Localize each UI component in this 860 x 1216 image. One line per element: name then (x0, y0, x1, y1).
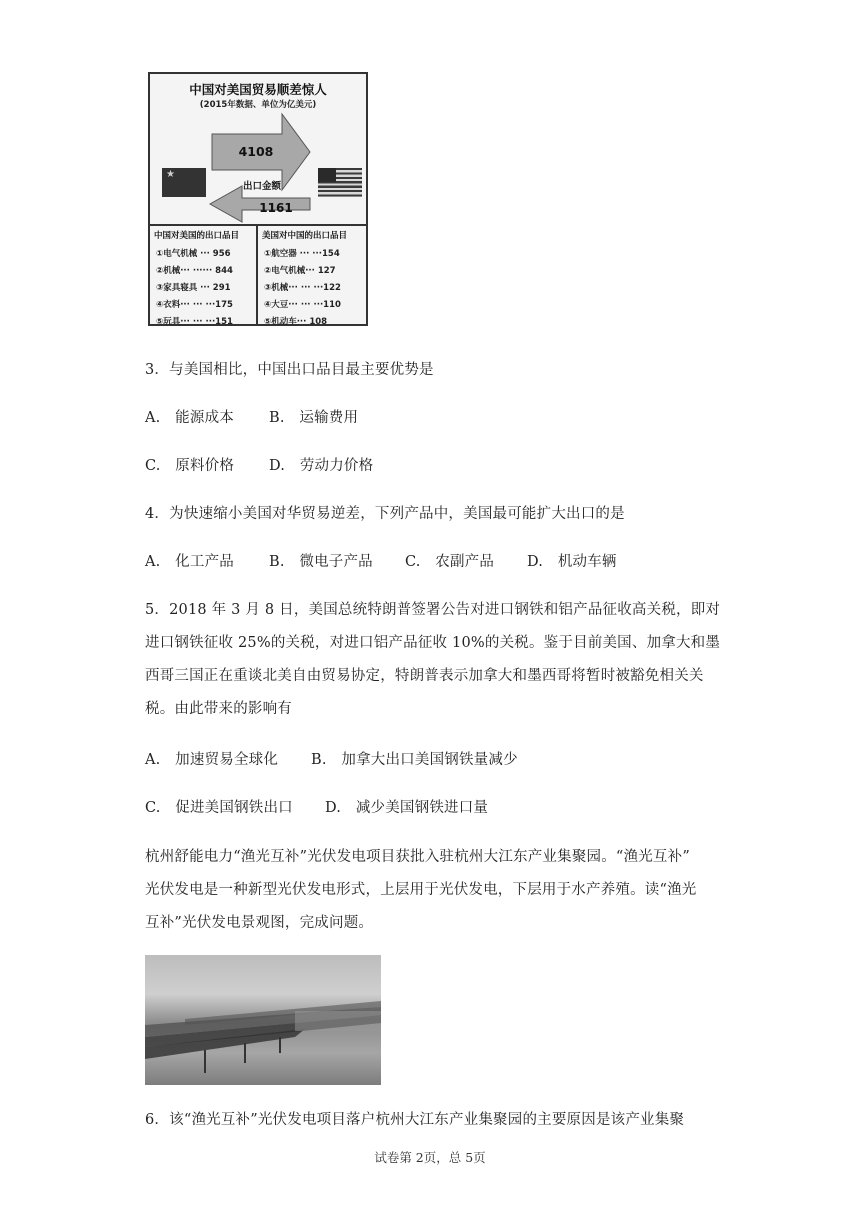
cn-export-column (150, 226, 258, 326)
q5-option-c[interactable]: C. 促进美国钢铁出口 (145, 800, 293, 816)
export-value-cn: 4108 (238, 144, 274, 159)
solar-fishery-photo (145, 955, 381, 1085)
table-row: ③家具寝具 ··· 291 (156, 282, 231, 293)
passage-line: 光伏发电是一种新型光伏发电形式，上层用于光伏发电，下层用于水产养殖。读“渔光 (145, 882, 697, 898)
q4-stem: 4．为快速缩小美国对华贸易逆差，下列产品中，美国最可能扩大出口的是 (145, 506, 625, 522)
solar-panels-illustration (145, 955, 381, 1085)
q3-option-c[interactable]: C. 原料价格 (145, 458, 235, 474)
table-row: ④大豆··· ··· ···110 (264, 299, 341, 310)
q5-stem-line: 5．2018 年 3 月 8 日，美国总统特朗普签署公告对进口钢铁和铝产品征收高关税，即对 (145, 602, 721, 618)
table-row: ④衣料··· ··· ···175 (156, 299, 233, 310)
q5-stem-line: 西哥三国正在重谈北美自由贸易协定，特朗普表示加拿大和墨西哥将暂时被豁免相关关 (145, 668, 704, 684)
q4-option-b[interactable]: B. 微电子产品 (269, 554, 373, 570)
cn-export-header: 中国对美国的出口品目 (154, 231, 240, 241)
q5-stem-line: 进口钢铁征收 25%的关税，对进口铝产品征收 10%的关税。鉴于目前美国、加拿大和墨 (145, 635, 721, 651)
page-footer: 试卷第 2页，总 5页 (374, 1150, 486, 1165)
table-row: ③机械··· ··· ···122 (264, 282, 341, 293)
q4-option-c[interactable]: C. 农副产品 (405, 554, 495, 570)
q4-option-d[interactable]: D. 机动车辆 (527, 554, 617, 570)
q5-options-row1 (145, 748, 518, 769)
q3-option-b[interactable]: B. 运输费用 (269, 410, 359, 426)
table-row: ②电气机械··· 127 (264, 265, 336, 276)
q5-stem-line: 税。由此带来的影响有 (145, 701, 292, 717)
q3-stem: 3．与美国相比，中国出口品目最主要优势是 (145, 362, 434, 378)
q5-options-row2 (145, 796, 488, 817)
china-flag-icon: ★ (162, 168, 206, 197)
figure-title: 中国对美国贸易顺差惊人 (189, 82, 327, 97)
trade-surplus-figure (148, 72, 368, 326)
table-row: ①航空器 ··· ···154 (264, 248, 340, 259)
export-label: 出口金额 (242, 181, 281, 192)
q3-options-row1 (145, 406, 358, 427)
q3-option-a[interactable]: A. 能源成本 (145, 410, 234, 426)
table-row: ②机械··· ······ 844 (156, 265, 233, 276)
table-row: ⑤玩具··· ··· ···151 (156, 316, 233, 327)
figure-subtitle: (2015年数据、单位为亿美元) (199, 100, 317, 110)
q4-option-a[interactable]: A. 化工产品 (145, 554, 234, 570)
q3-option-d[interactable]: D. 劳动力价格 (269, 458, 374, 474)
us-export-header: 美国对中国的出口品目 (262, 231, 348, 241)
us-flag-icon (318, 168, 362, 197)
export-table (150, 224, 366, 326)
q5-option-a[interactable]: A. 加速贸易全球化 (145, 752, 279, 768)
us-export-column (258, 226, 366, 326)
q5-option-b[interactable]: B. 加拿大出口美国钢铁量减少 (311, 752, 518, 768)
q4-options-row (145, 550, 617, 571)
table-row: ⑤机动车··· 108 (264, 316, 328, 327)
q3-options-row2 (145, 454, 373, 475)
q5-option-d[interactable]: D. 减少美国钢铁进口量 (325, 800, 489, 816)
passage-line: 杭州舒能电力“渔光互补”光伏发电项目获批入驻杭州大江东产业集聚园。“渔光互补” (145, 849, 690, 865)
q6-stem: 6．该“渔光互补”光伏发电项目落户杭州大江东产业集聚园的主要原因是该产业集聚 (145, 1112, 685, 1128)
table-row: ①电气机械 ··· 956 (156, 248, 231, 259)
passage-line: 互补”光伏发电景观图，完成问题。 (145, 915, 374, 931)
export-value-us: 1161 (259, 201, 293, 215)
